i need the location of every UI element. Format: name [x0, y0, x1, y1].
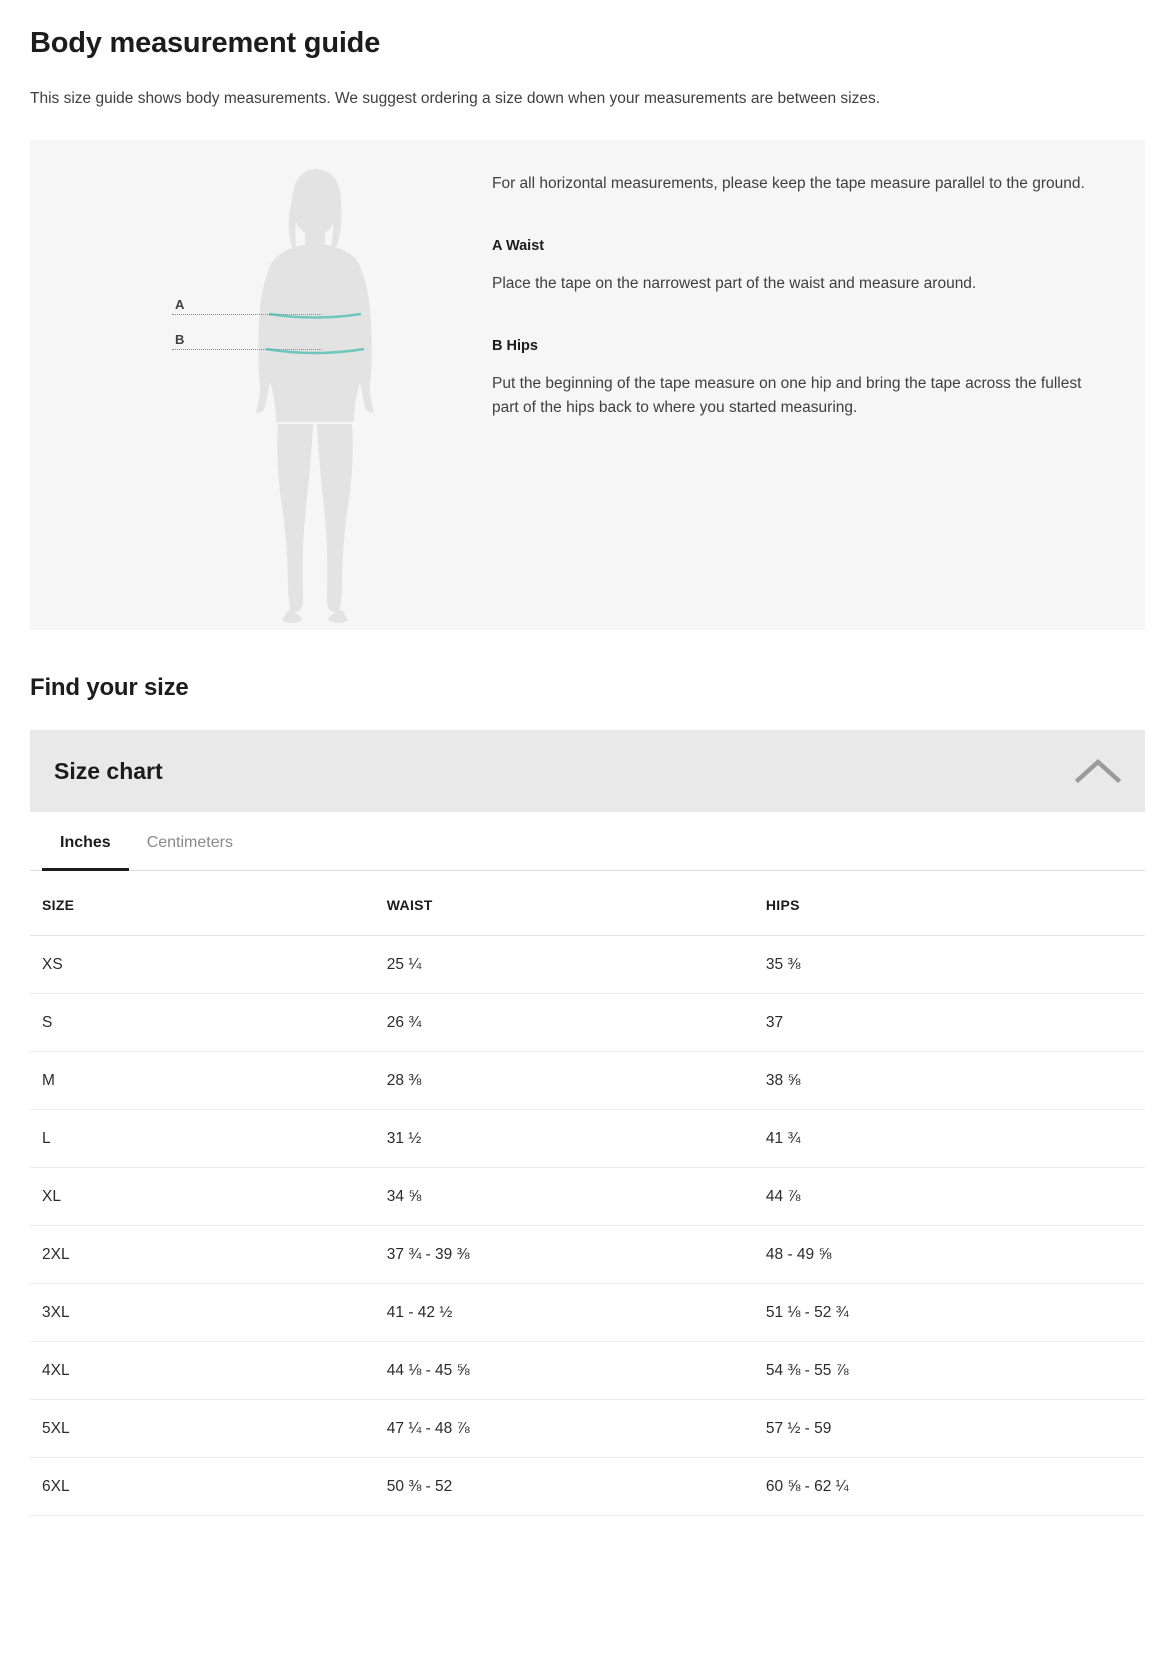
- column-header-waist: WAIST: [387, 871, 766, 936]
- cell-waist: 41 - 42 ½: [387, 1284, 766, 1342]
- waist-heading: A Waist: [492, 238, 545, 255]
- find-your-size-title: Find your size: [30, 674, 189, 702]
- cell-size: 3XL: [30, 1284, 387, 1342]
- page-title: Body measurement guide: [30, 27, 381, 59]
- cell-hips: 41 ¾: [766, 1110, 1145, 1168]
- cell-hips: 35 ⅜: [766, 936, 1145, 994]
- table-row: [30, 1458, 1145, 1516]
- table-row: [30, 1400, 1145, 1458]
- cell-hips: 57 ½ - 59: [766, 1400, 1145, 1458]
- measurement-instructions: [492, 140, 1145, 452]
- cell-hips: 60 ⅝ - 62 ¼: [766, 1458, 1145, 1516]
- cell-size: M: [30, 1052, 387, 1110]
- cell-hips: 51 ⅛ - 52 ¾: [766, 1284, 1145, 1342]
- size-chart-title: Size chart: [54, 757, 163, 784]
- cell-size: S: [30, 994, 387, 1052]
- column-header-hips: HIPS: [766, 871, 1145, 936]
- cell-hips: 38 ⅝: [766, 1052, 1145, 1110]
- cell-waist: 37 ¾ - 39 ⅜: [387, 1226, 766, 1284]
- cell-waist: 44 ⅛ - 45 ⅝: [387, 1342, 766, 1400]
- cell-size: 5XL: [30, 1400, 387, 1458]
- female-body-silhouette-icon: [30, 140, 492, 630]
- size-chart-table: [30, 871, 1145, 1516]
- size-chart-accordion-header[interactable]: [30, 730, 1145, 812]
- table-row: [30, 1342, 1145, 1400]
- table-row: [30, 936, 1145, 994]
- table-header-row: [30, 871, 1145, 936]
- cell-waist: 25 ¼: [387, 936, 766, 994]
- cell-waist: 26 ¾: [387, 994, 766, 1052]
- table-row: [30, 1110, 1145, 1168]
- cell-hips: 44 ⅞: [766, 1168, 1145, 1226]
- cell-waist: 50 ⅜ - 52: [387, 1458, 766, 1516]
- cell-size: 4XL: [30, 1342, 387, 1400]
- cell-waist: 34 ⅝: [387, 1168, 766, 1226]
- leader-line-b: [172, 349, 322, 350]
- chevron-up-icon[interactable]: [1075, 756, 1121, 786]
- table-row: [30, 1052, 1145, 1110]
- table-row: [30, 994, 1145, 1052]
- measurement-intro: For all horizontal measurements, please keep the tape measure parallel to the ground.: [492, 175, 1085, 193]
- cell-waist: 31 ½: [387, 1110, 766, 1168]
- cell-hips: 37: [766, 994, 1145, 1052]
- cell-size: XS: [30, 936, 387, 994]
- cell-size: XL: [30, 1168, 387, 1226]
- leader-line-a: [172, 314, 322, 315]
- cell-size: 6XL: [30, 1458, 387, 1516]
- page-subtitle: This size guide shows body measurements. We suggest ordering a size down when your measurements are between sizes.: [30, 89, 881, 107]
- cell-hips: 48 - 49 ⅝: [766, 1226, 1145, 1284]
- measure-label-a: A: [175, 297, 185, 313]
- tab-centimeters[interactable]: Centimeters: [146, 834, 233, 852]
- cell-waist: 28 ⅜: [387, 1052, 766, 1110]
- unit-tabs: [30, 812, 1145, 871]
- hips-heading: B Hips: [492, 338, 538, 355]
- hips-description: Put the beginning of the tape measure on one hip and bring the tape across the fullest part of the hips back to where you started measuring.: [492, 375, 1082, 417]
- tab-inches[interactable]: Inches: [42, 812, 129, 871]
- waist-description: Place the tape on the narrowest part of the waist and measure around.: [492, 275, 977, 293]
- table-row: [30, 1226, 1145, 1284]
- body-figure: [30, 140, 492, 630]
- table-row: [30, 1284, 1145, 1342]
- cell-size: 2XL: [30, 1226, 387, 1284]
- cell-hips: 54 ⅜ - 55 ⅞: [766, 1342, 1145, 1400]
- table-row: [30, 1168, 1145, 1226]
- cell-waist: 47 ¼ - 48 ⅞: [387, 1400, 766, 1458]
- measure-label-b: B: [175, 332, 185, 348]
- measurement-info-panel: [30, 140, 1145, 630]
- column-header-size: SIZE: [30, 871, 387, 936]
- cell-size: L: [30, 1110, 387, 1168]
